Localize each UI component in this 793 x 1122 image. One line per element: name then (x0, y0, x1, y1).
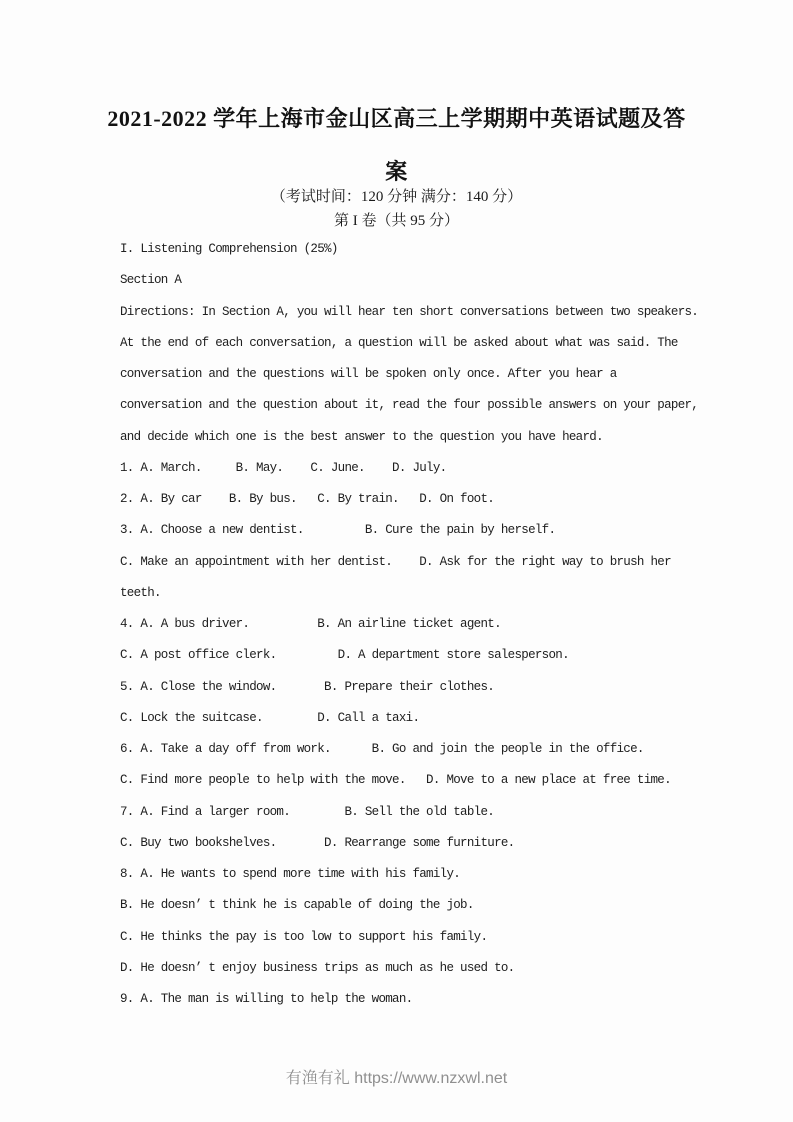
document-line: 9. A. The man is willing to help the woman. (120, 992, 413, 1006)
document-line: At the end of each conversation, a question will be asked about what was said. The (120, 335, 678, 350)
document-line: 7. A. Find a larger room. B. Sell the old table. (120, 804, 495, 819)
document-line: 6. A. Take a day off from work. B. Go and join the people in the office. (120, 742, 644, 756)
document-line: and decide which one is the best answer to the question you have heard. (120, 429, 603, 444)
document-title-line-1: 2021-2022 学年上海市金山区高三上学期期中英语试题及答 (107, 106, 686, 131)
document-line: teeth. (120, 585, 161, 600)
document-line: conversation and the questions will be spoken only once. After you hear a (120, 367, 617, 381)
document-line: C. Make an appointment with her dentist. D. Ask for the right way to brush her (120, 554, 671, 569)
document-line: C. He thinks the pay is too low to support his family. (120, 929, 488, 944)
document-line: 5. A. Close the window. B. Prepare their clothes. (120, 679, 495, 694)
document-line: C. Buy two bookshelves. D. Rearrange some furniture. (120, 835, 515, 850)
document-line: C. A post office clerk. D. A department store salesperson. (120, 648, 569, 663)
document-line: C. Lock the suitcase. D. Call a taxi. (120, 710, 420, 725)
document-line: D. He doesn’ t enjoy business trips as much as he used to. (120, 960, 515, 975)
document-line: conversation and the question about it, read the four possible answers on your paper, (120, 398, 699, 413)
document-title-line-2: 案 (385, 159, 408, 184)
part-header: 第 I 卷（共 95 分） (334, 213, 459, 229)
document-line: 3. A. Choose a new dentist. B. Cure the pain by herself. (120, 523, 556, 538)
document-line: C. Find more people to help with the move. D. Move to a new place at free time. (120, 773, 671, 788)
document-line: Directions: In Section A, you will hear ten short conversations between two speakers. (120, 304, 699, 319)
document-body (120, 234, 703, 1015)
directions-paragraph (120, 297, 703, 453)
document-title (56, 0, 737, 198)
document-line: 8. A. He wants to spend more time with his family. (120, 867, 461, 881)
listening-section-heading: I. Listening Comprehension (25%) (120, 242, 338, 256)
document-line: 4. A. A bus driver. B. An airline ticket agent. (120, 617, 501, 631)
document-line: B. He doesn’ t think he is capable of doing the job. (120, 898, 474, 913)
document-line: 1. A. March. B. May. C. June. D. July. (120, 460, 447, 475)
footer-watermark (0, 1064, 793, 1094)
questions-block (120, 453, 703, 1016)
footer-watermark-text: 有渔有礼 https://www.nzxwl.net (285, 1070, 508, 1087)
exam-info-line: （考试时间：120 分钟 满分：140 分） (270, 189, 523, 205)
section-a-heading: Section A (120, 273, 182, 288)
document-line: 2. A. By car B. By bus. C. By train. D. On foot. (120, 492, 495, 506)
